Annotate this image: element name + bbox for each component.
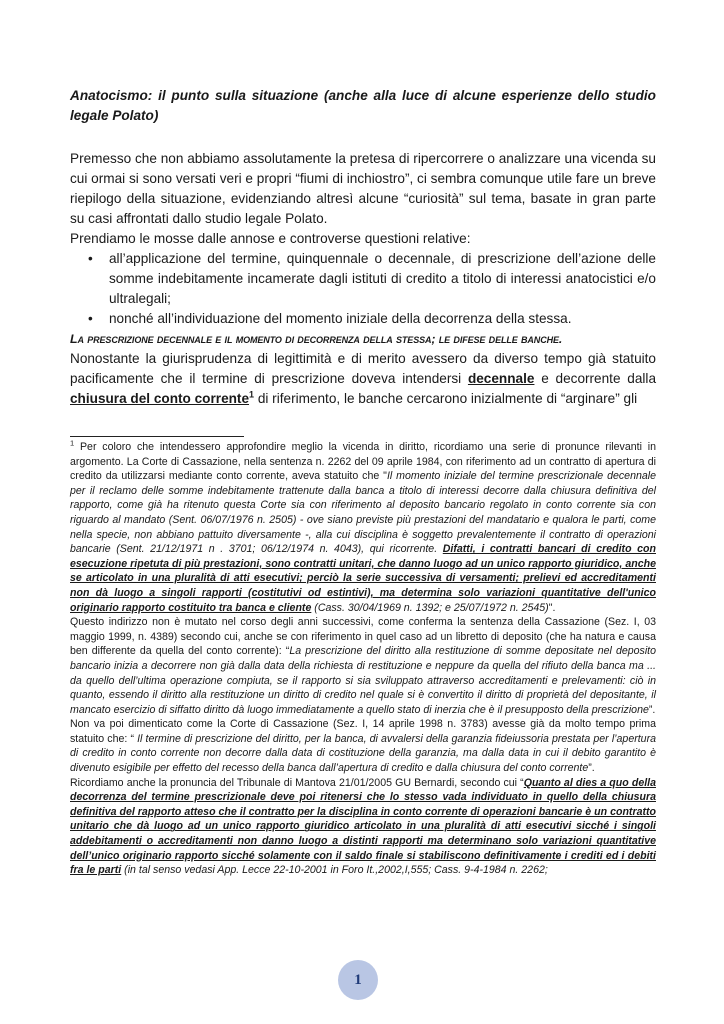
- section-heading: La prescrizione decennale e il momento di decorrenza della stessa; le difese delle banche.: [70, 332, 563, 346]
- paragraph-text: Nonostante la giurisprudenza di legittimità e di merito avessero da diverso tempo già statuito pacificamente che il termine di prescrizione doveva intendersi: [70, 351, 656, 386]
- footnote-emphasis: Quanto al dies a quo della decorrenza del termine prescrizionale deve poi ritenersi che lo stesso vada individuato in quello della chiusura definitiva del rapporto atteso che il contratto per la disciplina in conto corrente di operazioni bancarie è un contratto unitario che dà luogo ad un unico rapporto giuridico articolato in una pluralità di atti esecutivi sicché i singoli addebitamenti o accreditamenti non danno luogo a distinti rapporti ma determinano solo variazioni quantitative dell’unico originario rapporto sicché solamente con il saldo finale si stabiliscono definitivamente i crediti ed i debiti fra le parti: [70, 776, 656, 877]
- footnote-separator: [70, 436, 244, 437]
- footnote-quote: La prescrizione del diritto alla restituzione di somme depositate nel deposito bancario inizia a decorrere non già dalla data della richiesta di restituzione e neppure da quella del rifiuto della banca ma ... da quello dell’ultima operazione compiuta, se il rapporto si sia sviluppato attraverso accreditamenti e prelevamenti: ciò in quanto, essendo il diritto alla restituzione un diritto di credito nel quale si è convertito il diritto di proprietà del depositante, il mancato esercizio di siffatto diritto dà luogo immediatamente a quello stato di inerzia che è il presupposto della prescrizione: [70, 645, 657, 716]
- footnote-text: Questo indirizzo non è mutato nel corso degli anni successivi, come conferma la sentenza della Cassazione (Sez. I, 03 maggio 1999, n. 4389) secondo cui, anche se con riferimento in quel caso ad un libretto di deposito (che ha natura e causa ben differente da quella del conto corrente): “: [70, 616, 656, 658]
- footnote-text: Non va poi dimenticato come la Corte di Cassazione (Sez. I, 14 aprile 1998 n. 3783) avesse già da molto tempo prima statuito che: “: [70, 718, 656, 745]
- page-number-badge: 1: [338, 960, 378, 1000]
- bullet-text: nonché all’individuazione del momento iniziale della decorrenza della stessa.: [109, 311, 572, 326]
- emphasis-chiusura: chiusura del conto corrente: [70, 391, 250, 406]
- footnote-citation: (Cass. 30/04/1969 n. 1392; e 25/07/1972 n. 2545): [311, 601, 549, 614]
- paragraph-text: e decorrente dalla: [534, 371, 657, 386]
- footnote-marker: 1: [70, 438, 75, 448]
- intro-paragraph: Premesso che non abbiamo assolutamente la pretesa di ripercorrere o analizzare una vicenda su cui ormai si sono versati veri e propri “fiumi di inchiostro”, ci sembra comunque utile fare un breve riepilogo della situazione, evidenziando altresì alcune “curiosità” sul tema, basate in gran parte su casi affrontati dallo studio legale Polato.: [70, 151, 656, 226]
- footnote-emphasis: Difatti, i contratti bancari di credito con esecuzione ripetuta di più prestazioni, sono contratti unitari, che danno luogo ad un unico rapporto giuridico, anche se articolato in una pluralità di atti esecutivi; perciò la serie successiva di versamenti; prelievi ed accreditamenti non dà luogo a singoli rapporti (costitutivi od estintivi), ma determina solo variazioni quantitative dell'unico originario rapporto costituito tra banca e cliente: [70, 543, 656, 614]
- footnote-text: ”.: [648, 703, 656, 716]
- intro-line: Prendiamo le mosse dalle annose e controverse questioni relative:: [70, 231, 471, 246]
- footnote-citation: (in tal senso vedasi App. Lecce 22-10-2001 in Foro It.,2002,I,555; Cass. 9-4-1984 n. 2262;: [121, 864, 548, 877]
- footnote-paragraph: [70, 440, 656, 615]
- paragraph-text: di riferimento, le banche cercarono inizialmente di “arginare” gli: [254, 391, 638, 406]
- paragraph-prescription: [70, 349, 656, 409]
- bullet-list: [70, 249, 656, 329]
- bullet-text: all’applicazione del termine, quinquennale o decennale, di prescrizione dell’azione delle somme indebitamente incamerate dagli istituti di credito a titolo di interessi anatocistici e/o ultralegali;: [109, 251, 656, 306]
- footnotes: [70, 440, 656, 878]
- bullet-icon: •: [88, 251, 93, 266]
- footnote-text: Ricordiamo anche la pronuncia del Tribunale di Mantova 21/01/2005 GU Bernardi, secondo cui “: [70, 776, 524, 789]
- list-item: [70, 309, 656, 329]
- document-body: [70, 149, 656, 409]
- footnote-text: ".: [548, 601, 556, 614]
- footnote-quote: Il termine di prescrizione del diritto, per la banca, di avvalersi della garanzia fideiussoria prestata per l’apertura di credito in conto corrente non decorre dalla data di costituzione della garanzia, ma dalla data in cui il debito garantito è divenuto esigibile per effetto del recesso della banca dall’apertura di credito e dalla chiusura del conto corrente: [70, 732, 656, 775]
- document-title: Anatocismo: il punto sulla situazione (anche alla luce di alcune esperienze dello studio legale Polato): [70, 88, 656, 123]
- footnote-reference[interactable]: 1: [249, 389, 255, 400]
- footnote-quote: Il momento iniziale del termine prescrizionale decennale per il reclamo delle somme indebitamente trattenute dalla banca a titolo di interessi decorre dalla chiusura definitiva del rapporto, come già ha ritenuto questa Corte sia con riferimento al deposito bancario regolato in conto corrente sia con riguardo al mandato (Sent. 06/07/1976 n. 2505) - ove siano previste più prestazioni del mandatario e qualora le parti, come nella specie, non abbiano pattuito diversamente -, alla cui disciplina è soggetto prevalentemente il contratto di operazioni bancarie (Sent. 21/12/1971 n . 3701; 06/12/1974 n. 4043), qui ricorrente.: [70, 470, 656, 556]
- footnote-paragraph: [70, 717, 656, 775]
- footnote-paragraph: [70, 776, 656, 878]
- footnote-paragraph: [70, 615, 656, 717]
- footnote-text: ”.: [588, 762, 595, 775]
- emphasis-decennale: decennale: [467, 371, 535, 386]
- footnote-text: Per coloro che intendessero approfondire meglio la vicenda in diritto, ricordiamo una serie di pronunce rilevanti in argomento. La Corte di Cassazione, nella sentenza n. 2262 del 09 aprile 1984, con riferimento ad un contratto di apertura di credito da utilizzarsi mediante conto corrente, aveva statuito che ": [70, 441, 656, 483]
- list-item: [70, 249, 656, 309]
- bullet-icon: •: [88, 311, 93, 326]
